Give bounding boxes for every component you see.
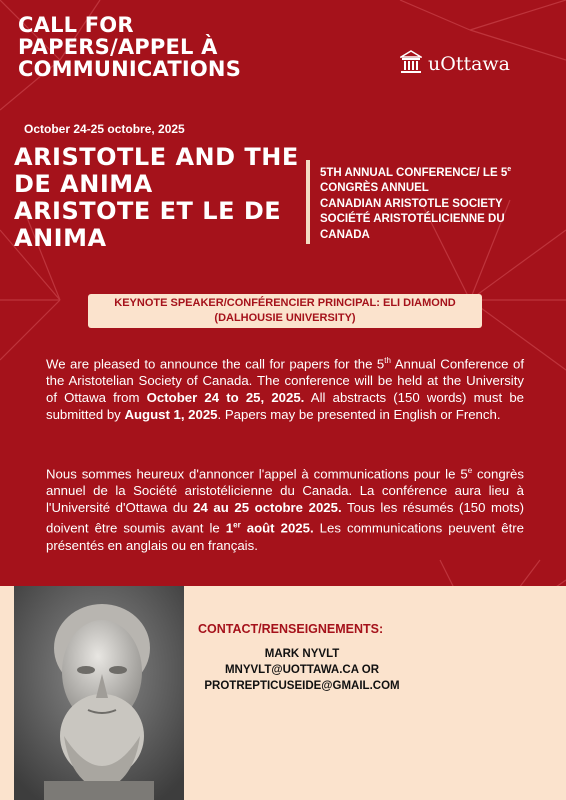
conference-line-5: CANADA [320, 228, 370, 241]
contact-email-1[interactable]: MNYVLT@UOTTAWA.CA OR [224, 664, 380, 676]
french-announcement: Nous sommes heureux d'annoncer l'appel à communications pour le 5e congrès annuel de la Société aristotélicienne du Canada. La conférence aura lieu à l'Université d'Ottawa du 24 au 25 octobre 2025. Tous les résumés (150 mots) doivent être soumis avant le 1er août 2025. Les communications peuvent être présentés en anglais ou en français. [46, 466, 524, 553]
contact-details [192, 646, 412, 694]
title-line-3: ARISTOTE ET LE DE [14, 197, 282, 225]
uottawa-logo [400, 50, 510, 78]
cfp-line-2: PAPERS/APPEL À [18, 35, 218, 59]
conference-line-4: SOCIÉTÉ ARISTOTÉLICIENNE DU [320, 213, 505, 226]
aristotle-bust-image [14, 586, 184, 800]
keynote-banner [88, 294, 482, 328]
title-line-2: DE ANIMA [14, 170, 153, 198]
event-date: October 24-25 octobre, 2025 [24, 122, 185, 136]
event-title [14, 144, 314, 252]
cfp-line-3: COMMUNICATIONS [18, 57, 242, 81]
title-line-1: ARISTOTLE AND THE [14, 143, 299, 171]
contact-heading: CONTACT/RENSEIGNEMENTS: [198, 622, 384, 636]
contact-name: MARK NYVLT [264, 648, 340, 660]
keynote-line-1: KEYNOTE SPEAKER/CONFÉRENCIER PRINCIPAL: ELI DIAMOND [114, 297, 456, 309]
keynote-line-2: (DALHOUSIE UNIVERSITY) [214, 312, 356, 324]
cfp-line-1: CALL FOR [18, 13, 134, 37]
logo-text: uOttawa [428, 53, 511, 75]
conference-info [320, 162, 560, 243]
call-for-papers-heading [18, 14, 318, 80]
building-icon [400, 50, 422, 78]
conference-line-1: 5TH ANNUAL CONFERENCE/ LE 5e [320, 166, 512, 179]
contact-email-2[interactable]: PROTREPTICUSEIDE@GMAIL.COM [204, 680, 400, 692]
conference-line-3: CANADIAN ARISTOTLE SOCIETY [320, 197, 503, 210]
vertical-divider [306, 160, 310, 244]
title-line-4: ANIMA [14, 224, 107, 252]
english-announcement: We are pleased to announce the call for papers for the 5th Annual Conference of the Aristotelian Society of Canada. The conference will be held at the University of Ottawa from October 24 to 25, 2025. All abstracts (150 words) must be submitted by August 1, 2025. Papers may be presented in English or French. [46, 356, 524, 423]
conference-line-2: CONGRÈS ANNUEL [320, 182, 429, 195]
